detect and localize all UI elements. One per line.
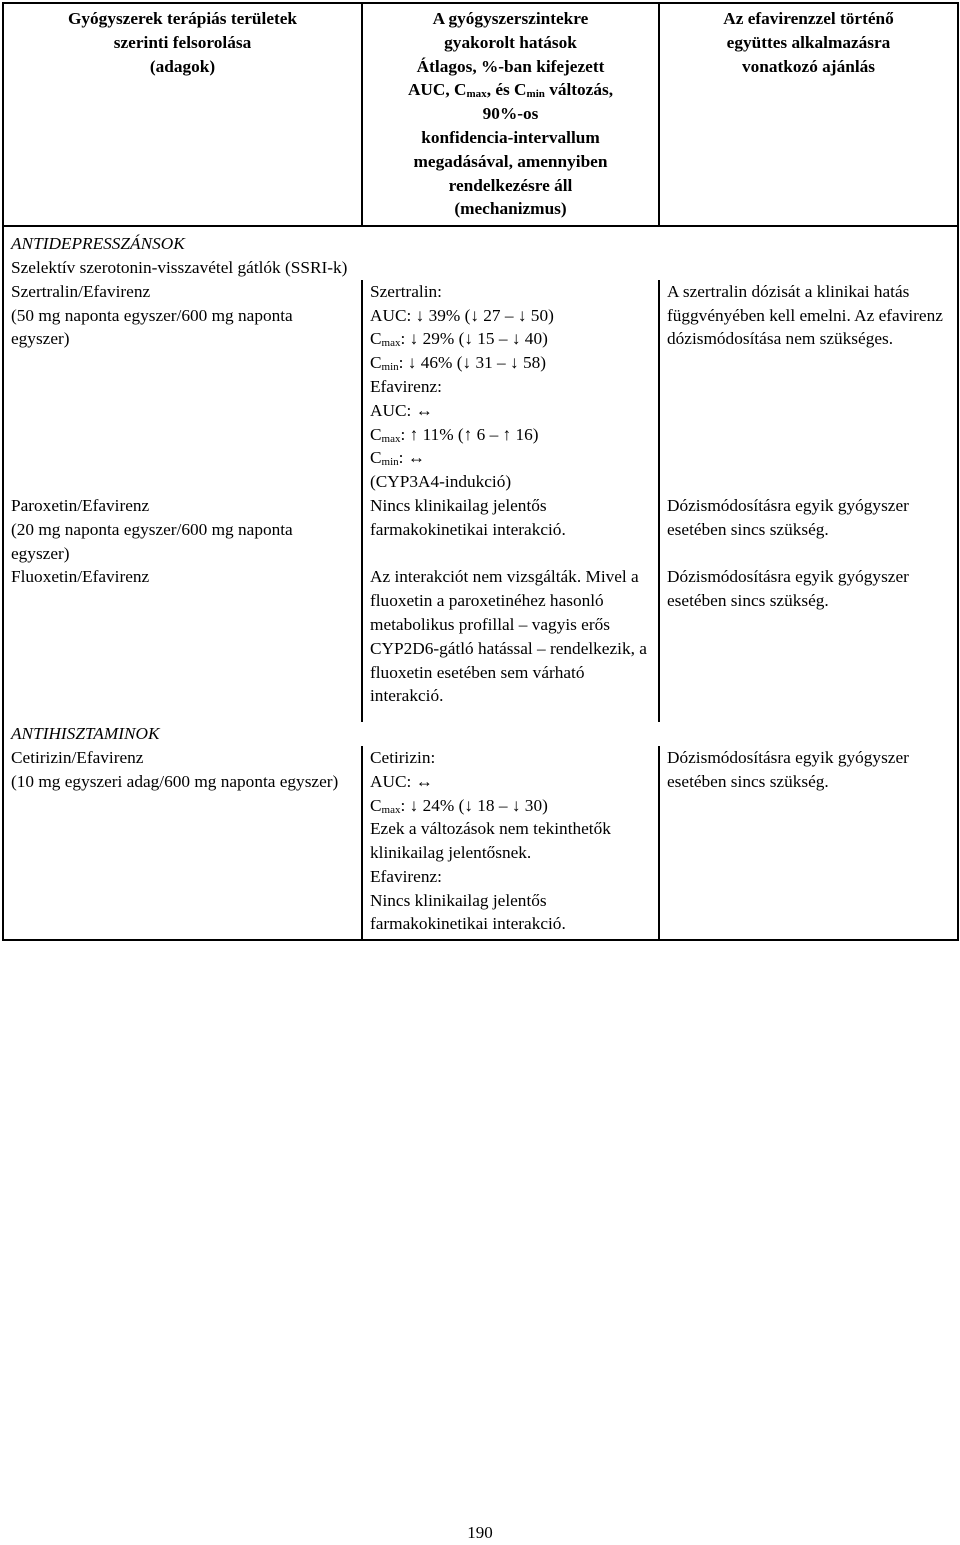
drug-dose: (50 mg naponta egyszer/600 mg naponta egyszer) xyxy=(11,305,293,349)
header-effects-line: A gyógyszerszintekre xyxy=(432,9,589,28)
effect-line: Efavirenz: xyxy=(370,376,442,396)
header-text: AUC, C xyxy=(407,80,467,100)
effect-value: : ↑ 11% (↑ 6 – ↑ 16) xyxy=(400,424,539,444)
effect-value: : ↓ 24% (↓ 18 – ↓ 30) xyxy=(400,795,548,815)
effect-line xyxy=(370,351,651,375)
header-drugs-line: (adagok) xyxy=(149,56,216,76)
effect-c: C xyxy=(370,353,382,373)
drug-name: Paroxetin/Efavirenz xyxy=(11,495,150,515)
header-effects-line: rendelkezésre áll xyxy=(448,175,573,195)
header-rec-line: együttes alkalmazásra xyxy=(726,32,891,52)
subscript: min xyxy=(381,456,399,469)
header-drugs xyxy=(3,3,362,226)
section-row xyxy=(3,256,958,280)
effect-line: AUC: ↓ 39% (↓ 27 – ↓ 50) xyxy=(370,305,554,325)
effect-c: C xyxy=(370,795,382,815)
interaction-table xyxy=(2,2,959,941)
section-title-ssri: Szelektív szerotonin-visszavétel gátlók (SSRI-k) xyxy=(11,257,348,277)
header-effects-line: 90%-os xyxy=(482,104,539,124)
effect-c: C xyxy=(370,448,382,468)
section-row xyxy=(3,226,958,256)
recommendation: Dózismódosításra egyik gyógyszer esetében sincs szükség. xyxy=(667,567,909,611)
header-effects-line: (mechanizmus) xyxy=(454,199,567,219)
section-title-antihistamines: ANTIHISZTAMINOK xyxy=(11,724,160,744)
table-row xyxy=(3,280,958,494)
recommendation: Dózismódosításra egyik gyógyszer esetében sincs szükség. xyxy=(667,495,909,539)
effect-text: Az interakciót nem vizsgálták. Mivel a fluoxetin a paroxetinéhez hasonló metabolikus profillal – vagyis erős CYP2D6-gátló hatással – rendelkezik, a fluoxetin esetében sem várható interakció. xyxy=(370,567,647,706)
header-drugs-line: szerinti felsorolása xyxy=(113,32,252,52)
effect-line: Szertralin: xyxy=(370,281,442,301)
header-recommendation xyxy=(659,3,958,226)
effect-line xyxy=(370,446,651,470)
header-effects xyxy=(362,3,659,226)
recommendation: Dózismódosításra egyik gyógyszer esetében sincs szükség. xyxy=(667,747,909,791)
effect-line: Efavirenz: xyxy=(370,866,442,886)
page-number: 190 xyxy=(467,1523,493,1542)
drug-dose: (10 mg egyszeri adag/600 mg naponta egyszer) xyxy=(11,771,339,791)
header-effects-line: megadásával, amennyiben xyxy=(413,151,608,171)
effect-text: Nincs klinikailag jelentős farmakokinetikai interakció. xyxy=(370,495,566,539)
effect-line: AUC: ↔ xyxy=(370,400,433,420)
recommendation: A szertralin dózisát a klinikai hatás függvényében kell emelni. Az efavirenz dózismódosítása nem szükséges. xyxy=(667,281,943,349)
effect-value: : ↓ 46% (↓ 31 – ↓ 58) xyxy=(398,353,547,373)
drug-name: Szertralin/Efavirenz xyxy=(11,281,151,301)
header-effects-line: gyakorolt hatások xyxy=(444,32,577,52)
header-rec-line: Az efavirenzzel történő xyxy=(723,9,894,28)
subscript: max xyxy=(381,337,401,350)
effect-line xyxy=(370,423,651,447)
effect-line xyxy=(370,327,651,351)
effect-line: Nincs klinikailag jelentős farmakokinetikai interakció. xyxy=(370,890,566,934)
section-title-antidepressants: ANTIDEPRESSZÁNSOK xyxy=(11,234,185,254)
effect-c: C xyxy=(370,329,382,349)
header-drugs-line: Gyógyszerek terápiás területek xyxy=(67,9,298,28)
section-row xyxy=(3,722,958,746)
table-row xyxy=(3,746,958,940)
subscript: max xyxy=(466,88,487,101)
subscript: max xyxy=(381,432,401,445)
effect-line: Ezek a változások nem tekinthetők klinikailag jelentősnek. xyxy=(370,819,611,863)
effect-line xyxy=(370,794,651,818)
header-effects-line: Átlagos, %-ban kifejezett xyxy=(416,56,605,76)
subscript: max xyxy=(381,803,401,816)
subscript: min xyxy=(381,361,399,374)
header-text: , és C xyxy=(486,80,527,100)
drug-name: Fluoxetin/Efavirenz xyxy=(11,567,150,587)
drug-dose: (20 mg naponta egyszer/600 mg naponta egyszer) xyxy=(11,519,293,563)
header-text: változás, xyxy=(544,80,614,100)
effect-c: C xyxy=(370,424,382,444)
effect-line: Cetirizin: xyxy=(370,747,436,767)
effect-value: : ↔ xyxy=(398,448,426,468)
effect-value: : ↓ 29% (↓ 15 – ↓ 40) xyxy=(400,329,548,349)
table-row xyxy=(3,565,958,722)
effect-line: AUC: ↔ xyxy=(370,771,433,791)
table-header-row xyxy=(3,3,958,226)
drug-name: Cetirizin/Efavirenz xyxy=(11,747,144,767)
table-row xyxy=(3,494,958,565)
subscript: min xyxy=(526,88,545,101)
effect-line: (CYP3A4-indukció) xyxy=(370,472,512,492)
header-effects-line: konfidencia-intervallum xyxy=(421,127,600,147)
header-rec-line: vonatkozó ajánlás xyxy=(742,56,875,76)
header-effects-line xyxy=(370,78,651,102)
